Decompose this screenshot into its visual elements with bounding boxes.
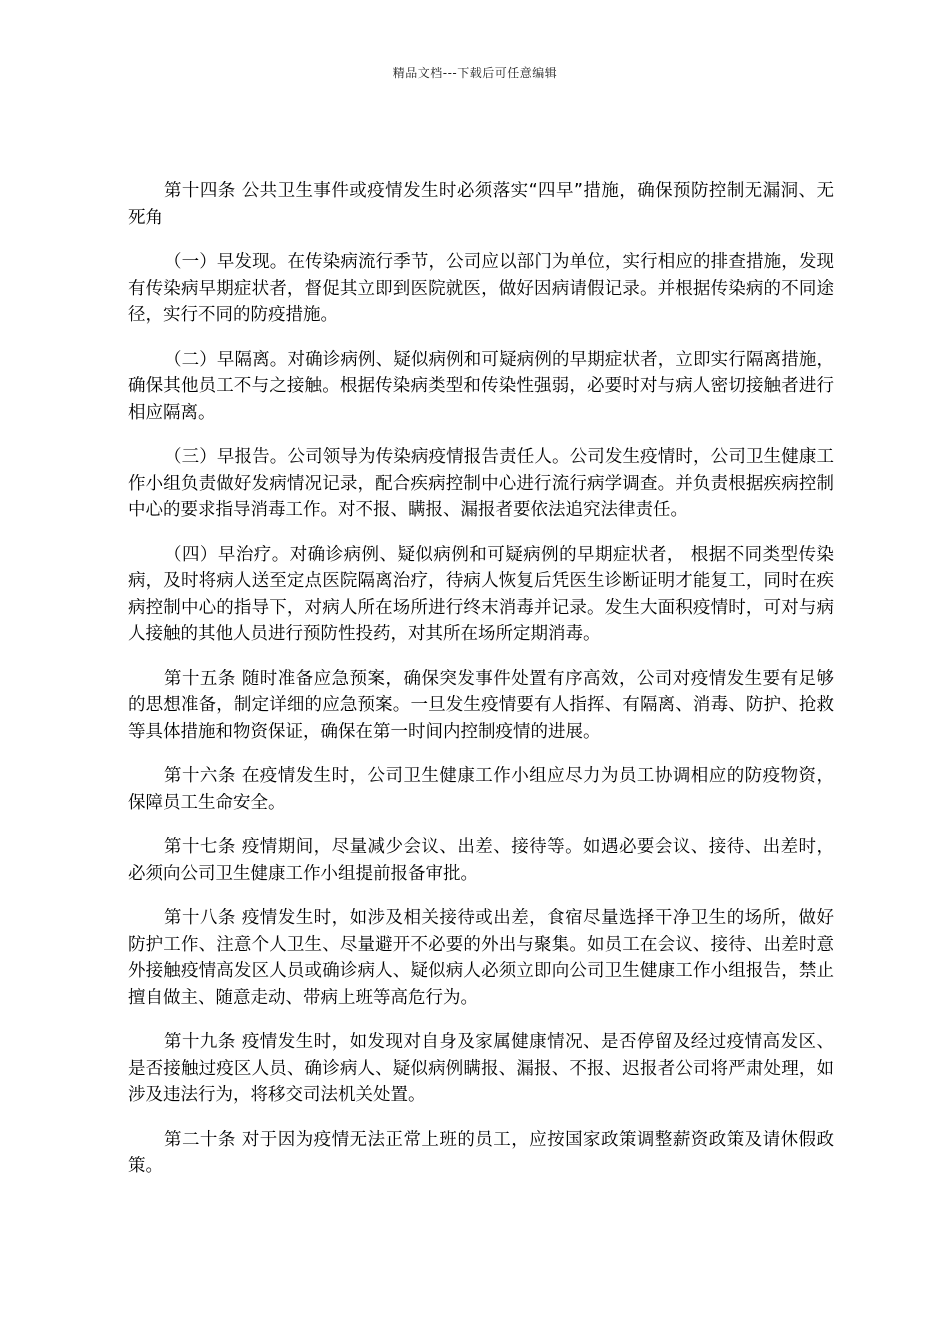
article-14-item-1: （一）早发现。在传染病流行季节，公司应以部门为单位，实行相应的排查措施，发现有传染病早期症状者，督促其立即到医院就医，做好因病请假记录。并根据传染病的不同途径，实行不同的防疫措施。: [128, 252, 834, 325]
article-16: 第十六条 在疫情发生时，公司卫生健康工作小组应尽力为员工协调相应的防疫物资，保障员工生命安全。: [128, 766, 834, 813]
article-14-item-3: （三）早报告。公司领导为传染病疫情报告责任人。公司发生疫情时，公司卫生健康工作小组负责做好发病情况记录，配合疾病控制中心进行流行病学调查。并负责根据疾病控制中心的要求指导消毒工作。对不报、瞒报、漏报者要依法追究法律责任。: [128, 447, 834, 520]
article-20: 第二十条 对于因为疫情无法正常上班的员工，应按国家政策调整薪资政策及请休假政策。: [128, 1129, 834, 1176]
article-14-item-2: （二）早隔离。对确诊病例、疑似病例和可疑病例的早期症状者，立即实行隔离措施，确保其他员工不与之接触。根据传染病类型和传染性强弱，必要时对与病人密切接触者进行相应隔离。: [128, 349, 834, 423]
article-15: 第十五条 随时准备应急预案，确保突发事件处置有序高效，公司对疫情发生要有足够的思想准备，制定详细的应急预案。一旦发生疫情要有人指挥、有隔离、消毒、防护、抢救等具体措施和物资保证，确保在第一时间内控制疫情的进展。: [128, 668, 834, 742]
document-body: [128, 178, 834, 1198]
article-18: 第十八条 疫情发生时，如涉及相关接待或出差，食宿尽量选择干净卫生的场所，做好防护工作、注意个人卫生、尽量避开不必要的外出与聚集。如员工在会议、接待、出差时意外接触疫情高发区人员或确诊病人、疑似病人必须立即向公司卫生健康工作小组报告，禁止擅自做主、随意走动、带病上班等高危行为。: [128, 908, 834, 1008]
article-17: 第十七条 疫情期间，尽量减少会议、出差、接待等。如遇必要会议、接待、出差时，必须向公司卫生健康工作小组提前报备审批。: [128, 837, 834, 884]
article-14-item-4: （四）早治疗。对确诊病例、疑似病例和可疑病例的早期症状者， 根据不同类型传染病，及时将病人送至定点医院隔离治疗，待病人恢复后凭医生诊断证明才能复工，同时在疾病控制中心的指导下，对病人所在场所进行终末消毒并记录。发生大面积疫情时，可对与病人接触的其他人员进行预防性投药，对其所在场所定期消毒。: [128, 544, 834, 644]
page-header: 精品文档---下载后可任意编辑: [392, 66, 558, 80]
article-14: 第十四条 公共卫生事件或疫情发生时必须落实“四早”措施，确保预防控制无漏洞、无死角: [128, 181, 834, 228]
article-19: 第十九条 疫情发生时，如发现对自身及家属健康情况、是否停留及经过疫情高发区、是否接触过疫区人员、确诊病人、疑似病例瞒报、漏报、不报、迟报者公司将严肃处理，如涉及违法行为，将移交司法机关处置。: [128, 1032, 834, 1105]
